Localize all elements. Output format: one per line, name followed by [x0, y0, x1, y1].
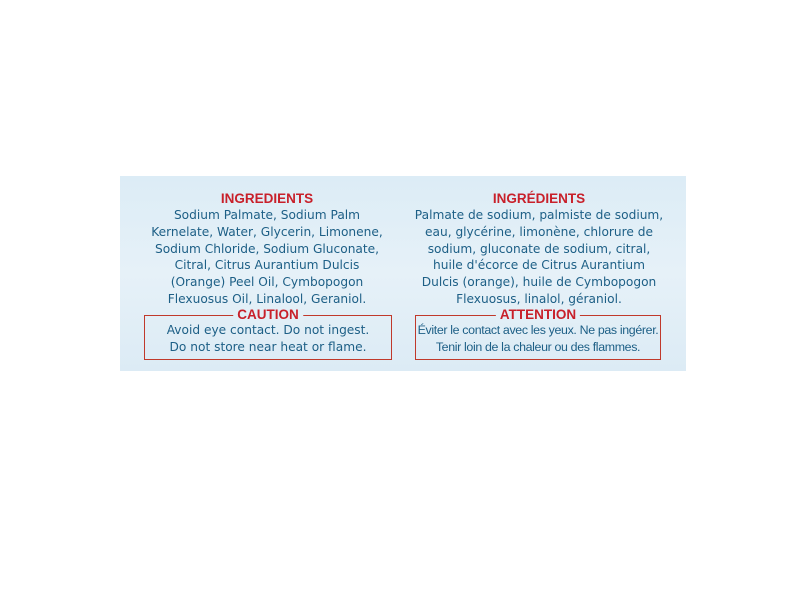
- ingredients-list-en: [142, 207, 392, 308]
- caution-box-fr: [415, 307, 661, 360]
- product-label-panel: [120, 176, 686, 371]
- ingredients-line: sodium, gluconate de sodium, citral,: [427, 241, 651, 256]
- caution-line: Avoid eye contact. Do not ingest.: [166, 323, 370, 337]
- caution-heading-en: CAUTION: [233, 307, 303, 323]
- ingredients-line: Sodium Palmate, Sodium Palm: [173, 208, 361, 222]
- ingredients-heading-en: INGREDIENTS: [220, 191, 314, 206]
- english-ingredients-section: [142, 190, 392, 308]
- ingredients-line: Kernelate, Water, Glycerin, Limonene,: [151, 224, 383, 239]
- caution-line: Tenir loin de la chaleur ou des flammes.: [435, 340, 641, 354]
- ingredients-line: (Orange) Peel Oil, Cymbopogon: [170, 275, 364, 290]
- ingredients-line: Dulcis (orange), huile de Cymbopogon: [421, 275, 657, 290]
- caution-line: Éviter le contact avec les yeux. Ne pas ingérer.: [417, 323, 659, 337]
- caution-text-en: [145, 322, 391, 356]
- ingredients-line: Flexuosus, linalol, géraniol.: [456, 291, 622, 306]
- ingredients-line: Sodium Chloride, Sodium Gluconate,: [154, 241, 380, 256]
- ingredients-heading-fr: INGRÉDIENTS: [492, 191, 586, 206]
- caution-heading-fr: ATTENTION: [496, 307, 580, 323]
- ingredients-list-fr: [412, 207, 666, 308]
- ingredients-line: huile d'écorce de Citrus Aurantium: [433, 258, 645, 273]
- caution-text-fr: [416, 322, 660, 356]
- caution-line: Do not store near heat or flame.: [169, 340, 367, 354]
- ingredients-line: eau, glycérine, limonène, chlorure de: [425, 224, 653, 239]
- caution-box-en: [144, 307, 392, 360]
- french-ingredients-section: [412, 190, 666, 308]
- ingredients-line: Flexuosus Oil, Linalool, Geraniol.: [167, 291, 367, 306]
- ingredients-line: Citral, Citrus Aurantium Dulcis: [174, 258, 360, 273]
- ingredients-line: Palmate de sodium, palmiste de sodium,: [414, 208, 664, 222]
